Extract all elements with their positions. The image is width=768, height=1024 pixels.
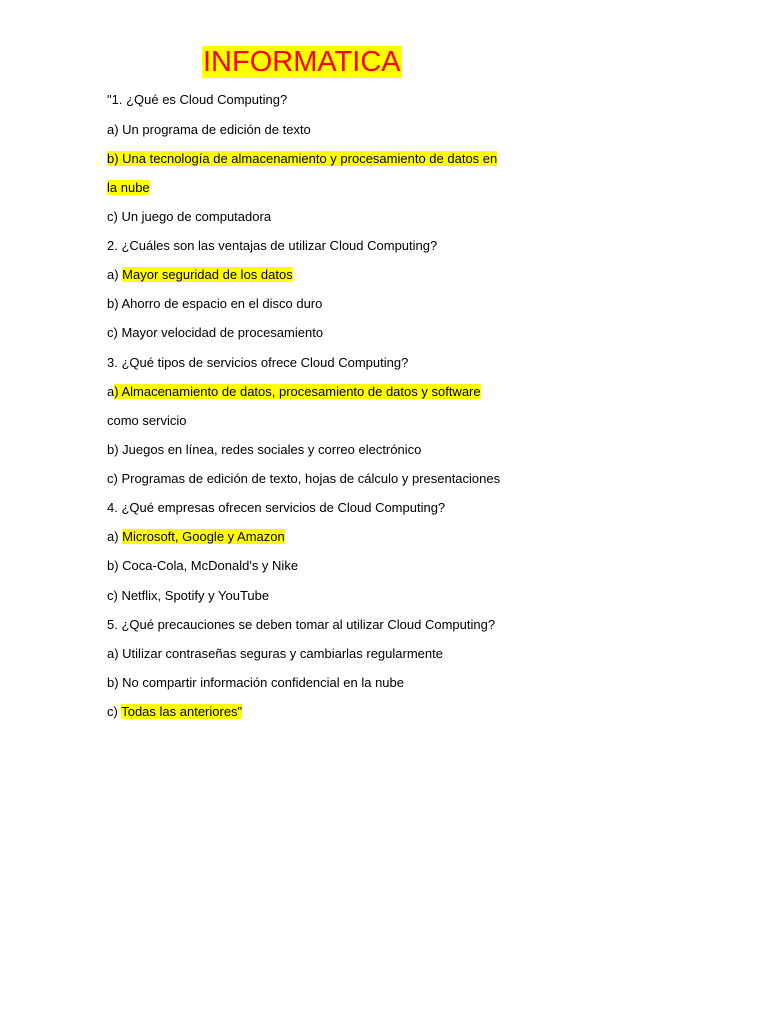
q1-option-b-line-1 <box>107 149 497 169</box>
q5-option-c <box>107 702 242 722</box>
q2-option-b: b) Ahorro de espacio en el disco duro <box>107 296 323 311</box>
q4-option-a <box>107 527 285 547</box>
q1-option-a: a) Un programa de edición de texto <box>107 122 311 137</box>
question-5: 5. ¿Qué precauciones se deben tomar al utilizar Cloud Computing? <box>107 617 496 632</box>
q5-option-c-prefix: c) <box>107 704 122 719</box>
q1-option-b-highlight-2: la nube <box>107 180 150 195</box>
q4-option-c: c) Netflix, Spotify y YouTube <box>107 588 270 603</box>
q2-option-a-prefix: a) <box>107 267 123 282</box>
document-title: INFORMATICA <box>203 46 401 78</box>
q3-option-a-line-1 <box>107 382 481 402</box>
q4-option-a-prefix: a) <box>107 529 123 544</box>
question-1: "1. ¿Qué es Cloud Computing? <box>107 92 288 107</box>
document-title-line <box>202 44 402 80</box>
q1-option-b-highlight-1: b) Una tecnología de almacenamiento y procesamiento de datos en <box>107 151 498 166</box>
q3-option-b: b) Juegos en línea, redes sociales y correo electrónico <box>107 442 422 457</box>
question-4: 4. ¿Qué empresas ofrecen servicios de Cloud Computing? <box>107 500 446 515</box>
q1-option-b-line-2 <box>107 178 150 198</box>
q3-option-a-highlight: ) Almacenamiento de datos, procesamiento de datos y software <box>114 384 481 399</box>
q5-option-c-highlight: Todas las anteriores" <box>121 704 243 719</box>
question-3: 3. ¿Qué tipos de servicios ofrece Cloud Computing? <box>107 355 409 370</box>
q3-option-a-prefix: a <box>107 384 115 399</box>
q5-option-a: a) Utilizar contraseñas seguras y cambiarlas regularmente <box>107 646 443 661</box>
q1-option-c: c) Un juego de computadora <box>107 209 272 224</box>
q2-option-a-highlight: Mayor seguridad de los datos <box>122 267 293 282</box>
question-2: 2. ¿Cuáles son las ventajas de utilizar Cloud Computing? <box>107 238 438 253</box>
q3-option-a-line-2: como servicio <box>107 413 187 428</box>
q2-option-a <box>107 265 293 285</box>
q2-option-c: c) Mayor velocidad de procesamiento <box>107 325 324 340</box>
q5-option-b: b) No compartir información confidencial en la nube <box>107 675 404 690</box>
q3-option-c: c) Programas de edición de texto, hojas de cálculo y presentaciones <box>107 471 501 486</box>
q4-option-a-highlight: Microsoft, Google y Amazon <box>122 529 285 544</box>
q4-option-b: b) Coca-Cola, McDonald's y Nike <box>107 558 299 573</box>
